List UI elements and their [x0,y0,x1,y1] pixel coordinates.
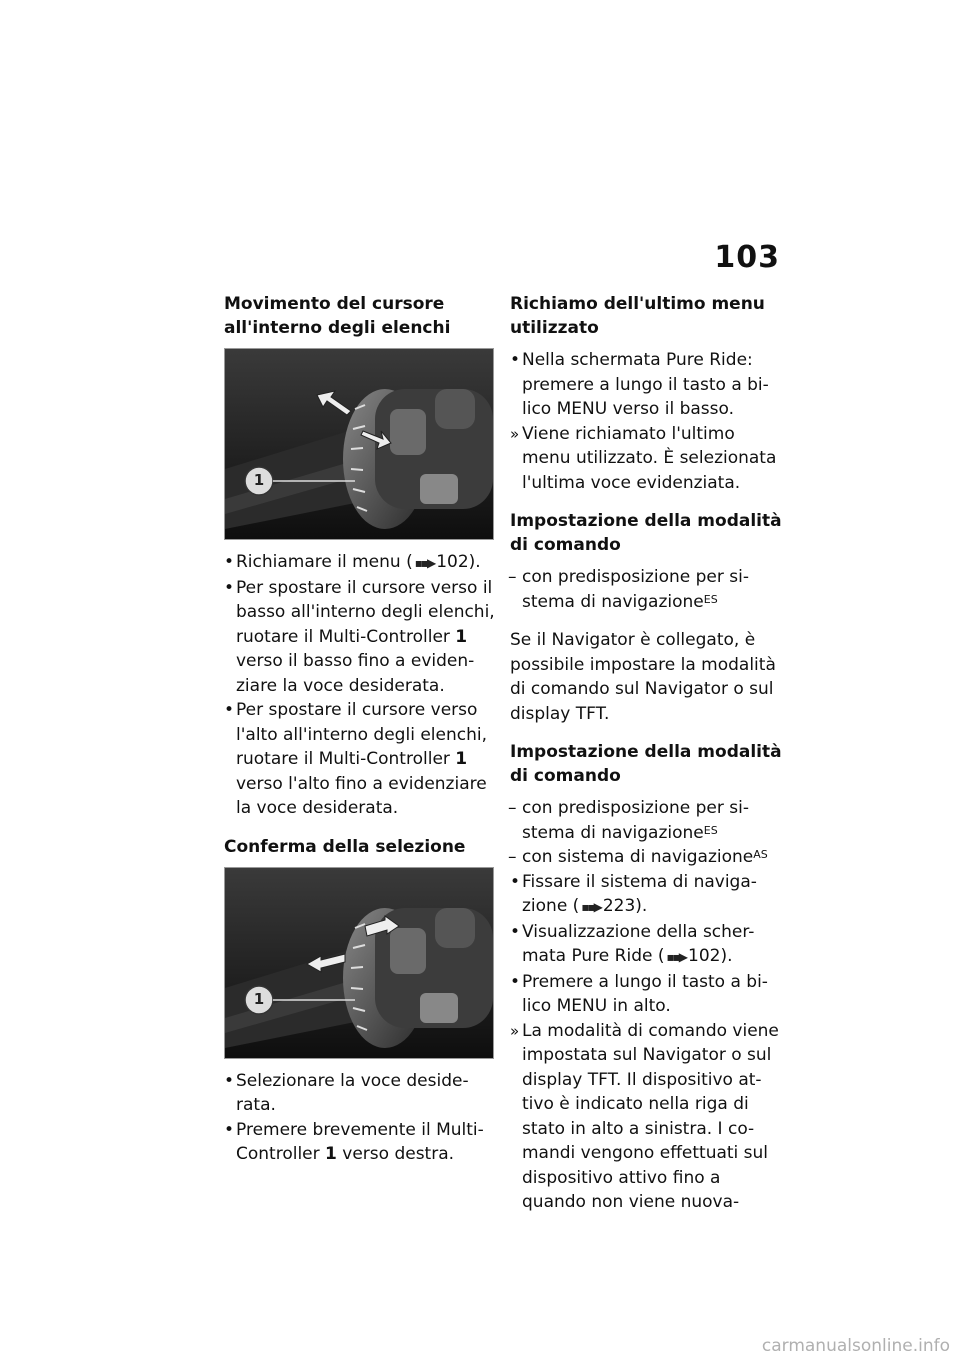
section-title-confirm-selection: Conferma della selezione [224,836,466,857]
section-title-control-mode-2: Impostazione della modalità di comando [510,742,782,786]
page-reference-arrow-icon: ▪▪▶ [666,950,686,964]
page-number: 103 [714,240,780,275]
handlebar-figure-confirm [224,867,494,1059]
figure-callout-1: 1 [253,989,265,1008]
condition-item: – con predisposizione per si-stema di navigazione$^{ES}$ [510,796,782,845]
list-item: • Nella schermata Pure Ride: premere a lungo il tasto a bi-lico MENU verso il basso. [510,348,782,422]
handlebar-illustration [225,349,493,539]
list-item: • Fissare il sistema di naviga-zione ( ▪▪▶ 223). [510,870,782,920]
watermark: carmanualsonline.info [761,1336,950,1356]
cursor-movement-list [224,550,496,821]
list-item: • Per spostare il cursore verso l'alto all'interno degli elenchi, ruotare il Multi-Controller 1 verso l'alto fino a evidenziare la voce desiderata. [224,698,496,821]
list-item: • Premere brevemente il Multi-Controller 1 verso destra. [224,1118,496,1167]
section-title-cursor-movement: Movimento del cursore all'interno degli elenchi [224,294,451,338]
figure-callout-1: 1 [253,471,265,489]
section-title-control-mode: Impostazione della modalità di comando [510,511,782,555]
condition-item: – con sistema di navigazione$^{AS}$ [510,845,782,870]
section-title-recall-last-menu: Richiamo dell'ultimo menu utilizzato [510,294,765,338]
condition-item: – con predisposizione per si-stema di navigazione$^{ES}$ [510,565,782,614]
right-column [510,292,782,1215]
list-item: • Selezionare la voce deside-rata. [224,1069,496,1118]
control-mode-steps [510,796,782,1215]
left-column [224,292,496,1181]
list-item: • Premere a lungo il tasto a bi-lico MENU in alto. [510,970,782,1019]
page-reference-arrow-icon: ▪▪▶ [414,556,435,570]
list-item: • Visualizzazione della scher-mata Pure Ride ( ▪▪▶ 102). [510,920,782,970]
result-item: » La modalità di comando viene impostata sul Navigator o sul display TFT. Il dispositivo at-tivo è indicato nella riga di stato in alto a sinistra. I co-mandi vengono effettuati sul dispositivo attivo fino a quando non viene nuova- [510,1019,782,1215]
paragraph: Se il Navigator è collegato, è possibile impostare la modalità di comando sul Navigator o sul display TFT. [510,630,776,724]
handlebar-figure-scroll [224,348,494,540]
recall-menu-list [510,348,782,495]
control-mode-conditions [510,565,782,614]
list-item: • Richiamare il menu ( ▪▪▶ 102). [224,550,496,576]
handlebar-illustration [225,868,493,1058]
result-item: » Viene richiamato l'ultimo menu utilizzato. È selezionata l'ultima voce evidenziata. [510,422,782,496]
confirm-selection-list [224,1069,496,1167]
page-reference-arrow-icon: ▪▪▶ [581,900,601,914]
list-item: • Per spostare il cursore verso il basso all'interno degli elenchi, ruotare il Multi-Controller 1 verso il basso fino a eviden-ziare la voce desiderata. [224,576,496,699]
